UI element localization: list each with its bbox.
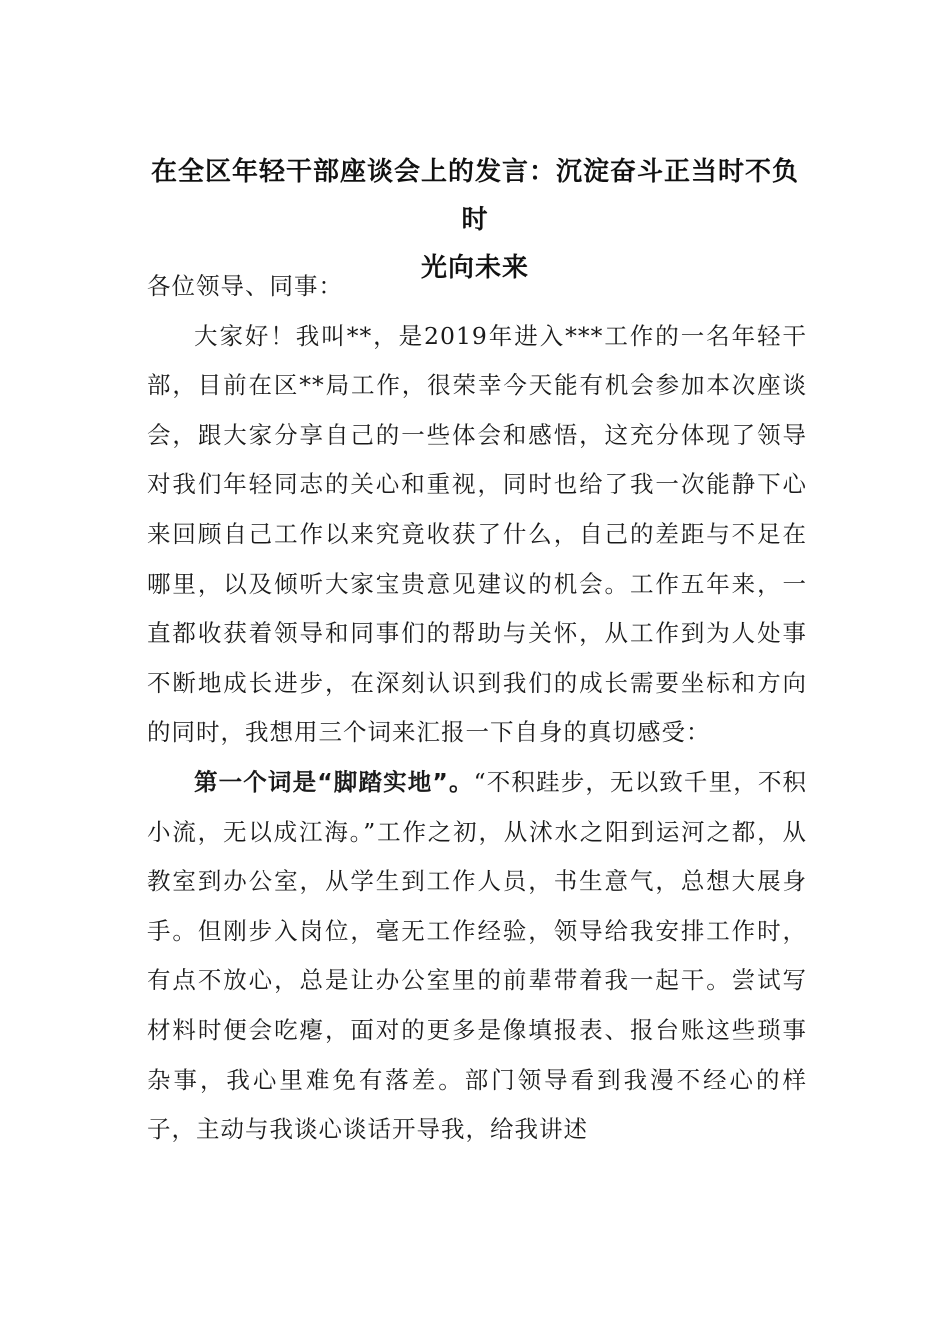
paragraph-intro: 大家好！我叫**，是2019年进入***工作的一名年轻干部，目前在区**局工作，很荣幸今天能有机会参加本次座谈会，跟大家分享自己的一些体会和感悟，这充分体现了领导对我们年轻同志的关心和重视，同时也给了我一次能静下心来回顾自己工作以来究竟收获了什么，自己的差距与不足在哪里，以及倾听大家宝贵意见建议的机会。工作五年来，一直都收获着领导和同事们的帮助与关怀，从工作到为人处事不断地成长进步，在深刻认识到我们的成长需要坐标和方向的同时，我想用三个词来汇报一下自身的真切感受： xyxy=(147,321,807,747)
paragraph-lead-heading: 第一个词是“脚踏实地”。 xyxy=(194,767,474,796)
document-body xyxy=(147,262,807,1155)
title-line-1: 在全区年轻干部座谈会上的发言：沉淀奋斗正当时不负时 xyxy=(150,157,799,235)
title-line-2: 光向未来 xyxy=(420,253,529,283)
paragraph-first-word xyxy=(147,758,807,1155)
salutation: 各位领导、同事： xyxy=(147,272,343,300)
paragraph-first-word-body: “不积跬步，无以致千里，不积小流，无以成江海。”工作之初，从沭水之阳到运河之都，从教室到办公室，从学生到工作人员，书生意气，总想大展身手。但刚步入岗位，毫无工作经验，领导给我安排工作时，有点不放心，总是让办公室里的前辈带着我一起干。尝试写材料时便会吃瘪，面对的更多是像填报表、报台账这些琐事杂事，我心里难免有落差。部门领导看到我漫不经心的样子，主动与我谈心谈话开导我，给我讲述 xyxy=(147,767,808,1144)
